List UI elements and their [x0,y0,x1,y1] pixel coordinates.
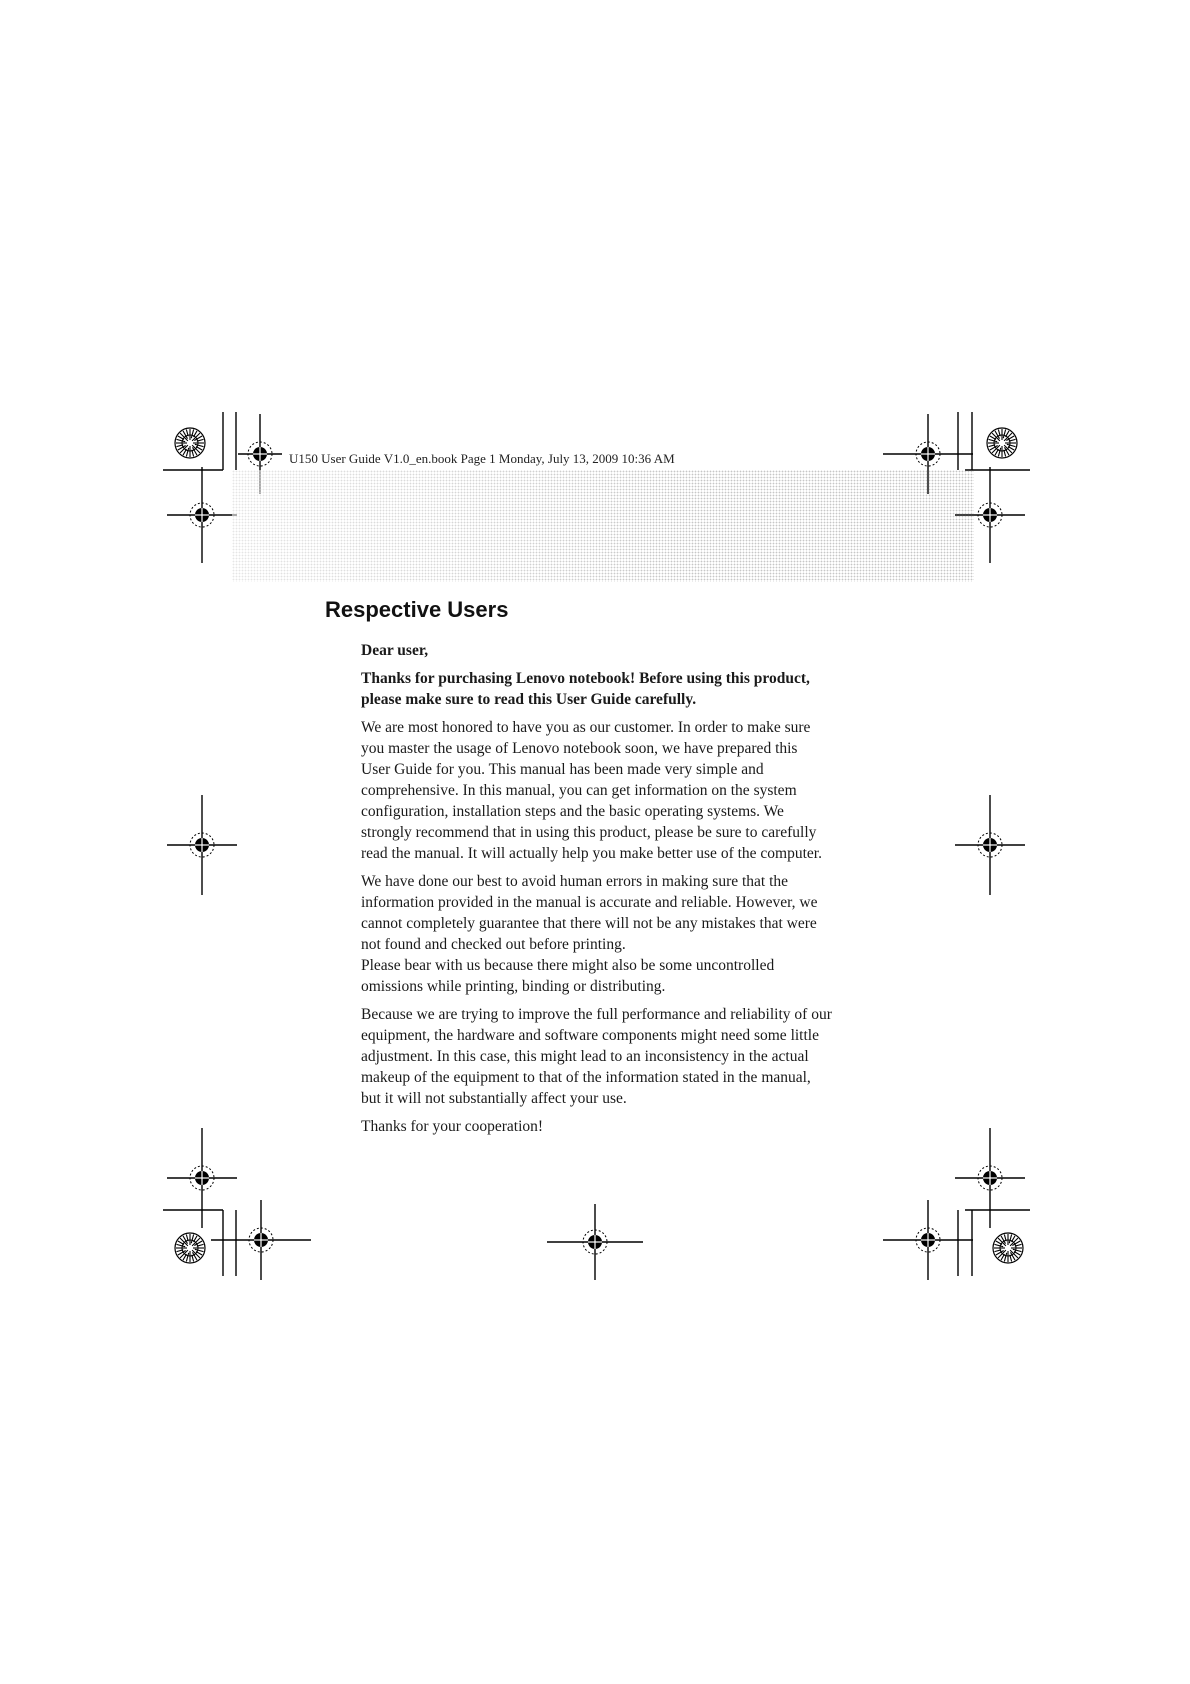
star-target-ray [195,1249,204,1251]
closing [361,1116,901,1137]
greeting [361,640,901,661]
closing-text: Thanks for your cooperation! [361,1118,544,1135]
paragraph-1 [361,717,901,864]
text-line: makeup of the equipment to that of the information stated in the manual, [361,1069,811,1086]
paragraph-2 [361,871,901,997]
star-target-ray [1003,429,1005,438]
greeting-text: Dear user, [361,642,429,659]
star-target-ray [998,448,1000,457]
star-target-ray [1009,1234,1011,1243]
text-line: cannot completely guarantee that there will not be any mistakes that were [361,915,817,932]
star-target-ray [988,439,997,441]
star-target-ray [1013,1249,1022,1251]
text-line: Please bear with us because there might also be some uncontrolled [361,957,775,974]
star-target-ray [176,439,185,441]
text-line: information provided in the manual is accurate and reliable. However, we [361,894,818,911]
text-line: you master the usage of Lenovo notebook soon, we have prepared this [361,740,798,757]
star-target-ray [994,1244,1003,1246]
text-line: not found and checked out before printing. [361,936,626,953]
text-line: omissions while printing, binding or distributing. [361,978,666,995]
star-target-ray [1007,444,1016,446]
star-target-ray [191,429,193,438]
text-line: We are most honored to have you as our customer. In order to make sure [361,719,811,736]
thanks-line: Thanks for purchasing Lenovo notebook! Before using this product, [361,670,810,687]
text-line: User Guide for you. This manual has been made very simple and [361,761,764,778]
letter-body [361,640,901,1144]
star-target-ray [186,1253,188,1262]
star-target-ray [176,1244,185,1246]
text-line: strongly recommend that in using this product, please be sure to carefully [361,824,817,841]
text-line: equipment, the hardware and software components might need some little [361,1027,819,1044]
text-line: adjustment. In this case, this might lead to an inconsistency in the actual [361,1048,809,1065]
thanks-line: please make sure to read this User Guide carefully. [361,691,697,708]
text-line: We have done our best to avoid human errors in making sure that the [361,873,789,890]
text-line: read the manual. It will actually help you make better use of the computer. [361,845,822,862]
text-line: Because we are trying to improve the full performance and reliability of our [361,1006,832,1023]
star-target-ray [1004,1253,1006,1262]
text-line: but it will not substantially affect your use. [361,1090,627,1107]
print-slug: U150 User Guide V1.0_en.book Page 1 Monday, July 13, 2009 10:36 AM [289,451,675,466]
text-line: comprehensive. In this manual, you can get information on the system [361,782,797,799]
star-target-ray [186,448,188,457]
page-title: Respective Users [325,597,509,622]
halftone-band-fade [232,470,974,582]
star-target-ray [195,444,204,446]
thanks-paragraph [361,668,901,710]
star-target-ray [191,1234,193,1243]
text-line: configuration, installation steps and the basic operating systems. We [361,803,784,820]
paragraph-3 [361,1004,901,1109]
